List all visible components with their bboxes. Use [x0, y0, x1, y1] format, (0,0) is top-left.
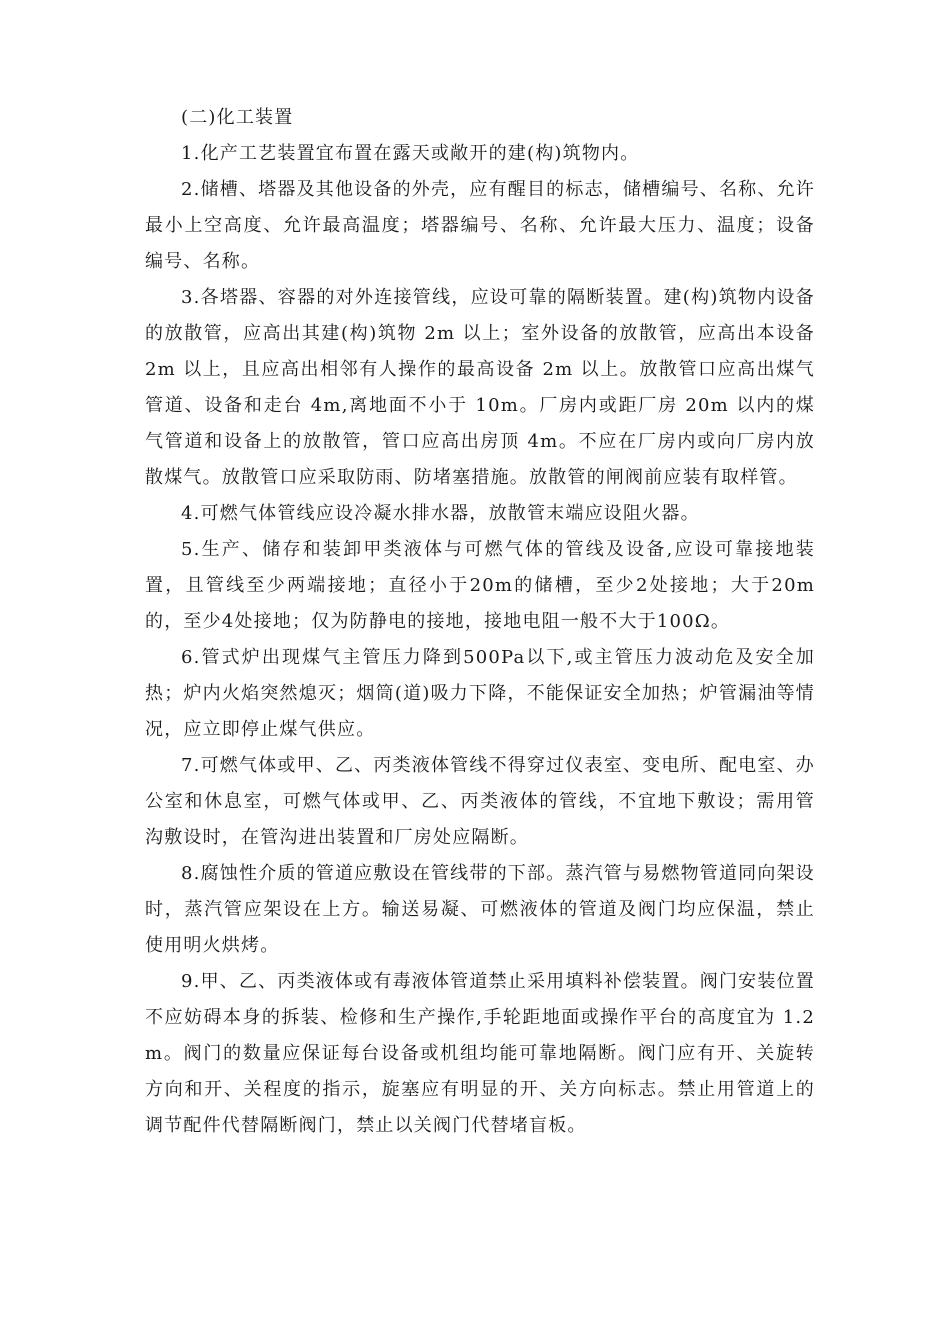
paragraph-3: 3.各塔器、容器的对外连接管线，应设可靠的隔断装置。建(构)筑物内设备的放散管，应高出其建(构)筑物 2m 以上；室外设备的放散管，应高出本设备 2m 以上，且应高出相邻有人操作的最高设备 2m 以上。放散管口应高出煤气管道、设备和走台 4m,离地面不小于 10m。厂房内或距厂房 20m 以内的煤气管道和设备上的放散管，管口应高出房顶 4m。不应在厂房内或向厂房内放散煤气。放散管口应采取防雨、防堵塞措施。放散管的闸阀前应装有取样管。 — [145, 287, 815, 488]
paragraph-8: 8.腐蚀性介质的管道应敷设在管线带的下部。蒸汽管与易燃物管道同向架设时，蒸汽管应架设在上方。输送易凝、可燃液体的管道及阀门均应保温，禁止使用明火烘烤。 — [145, 863, 815, 956]
paragraph-7: 7.可燃气体或甲、乙、丙类液体管线不得穿过仪表室、变电所、配电室、办公室和休息室，可燃气体或甲、乙、丙类液体的管线，不宜地下敷设；需用管沟敷设时，在管沟进出装置和厂房处应隔断。 — [145, 755, 815, 848]
paragraph-6: 6.管式炉出现煤气主管压力降到500Pa以下,或主管压力波动危及安全加热；炉内火焰突然熄灭；烟筒(道)吸力下降，不能保证安全加热；炉管漏油等情况，应立即停止煤气供应。 — [145, 647, 815, 740]
paragraph-5: 5.生产、储存和装卸甲类液体与可燃气体的管线及设备,应设可靠接地装置，且管线至少两端接地；直径小于20m的储槽，至少2处接地；大于20m的，至少4处接地；仅为防静电的接地，接地电阻一般不大于100Ω。 — [145, 539, 815, 632]
paragraph-9: 9.甲、乙、丙类液体或有毒液体管道禁止采用填料补偿装置。阀门安装位置不应妨碍本身的拆装、检修和生产操作,手轮距地面或操作平台的高度宜为 1.2m。阀门的数量应保证每台设备或机组均能可靠地隔断。阀门应有开、关旋转方向和开、关程度的指示，旋塞应有明显的开、关方向标志。禁止用管道上的调节配件代替隔断阀门，禁止以关阀门代替堵盲板。 — [145, 971, 815, 1136]
document-body — [145, 100, 815, 1144]
paragraph-4: 4.可燃气体管线应设冷凝水排水器，放散管末端应设阻火器。 — [181, 503, 700, 524]
paragraph-1: 1.化产工艺装置宜布置在露天或敞开的建(构)筑物内。 — [181, 143, 640, 164]
paragraph-2: 2.储槽、塔器及其他设备的外壳，应有醒目的标志，储槽编号、名称、允许最小上空高度、允许最高温度；塔器编号、名称、允许最大压力、温度；设备编号、名称。 — [145, 179, 815, 272]
section-heading: (二)化工装置 — [181, 107, 294, 128]
